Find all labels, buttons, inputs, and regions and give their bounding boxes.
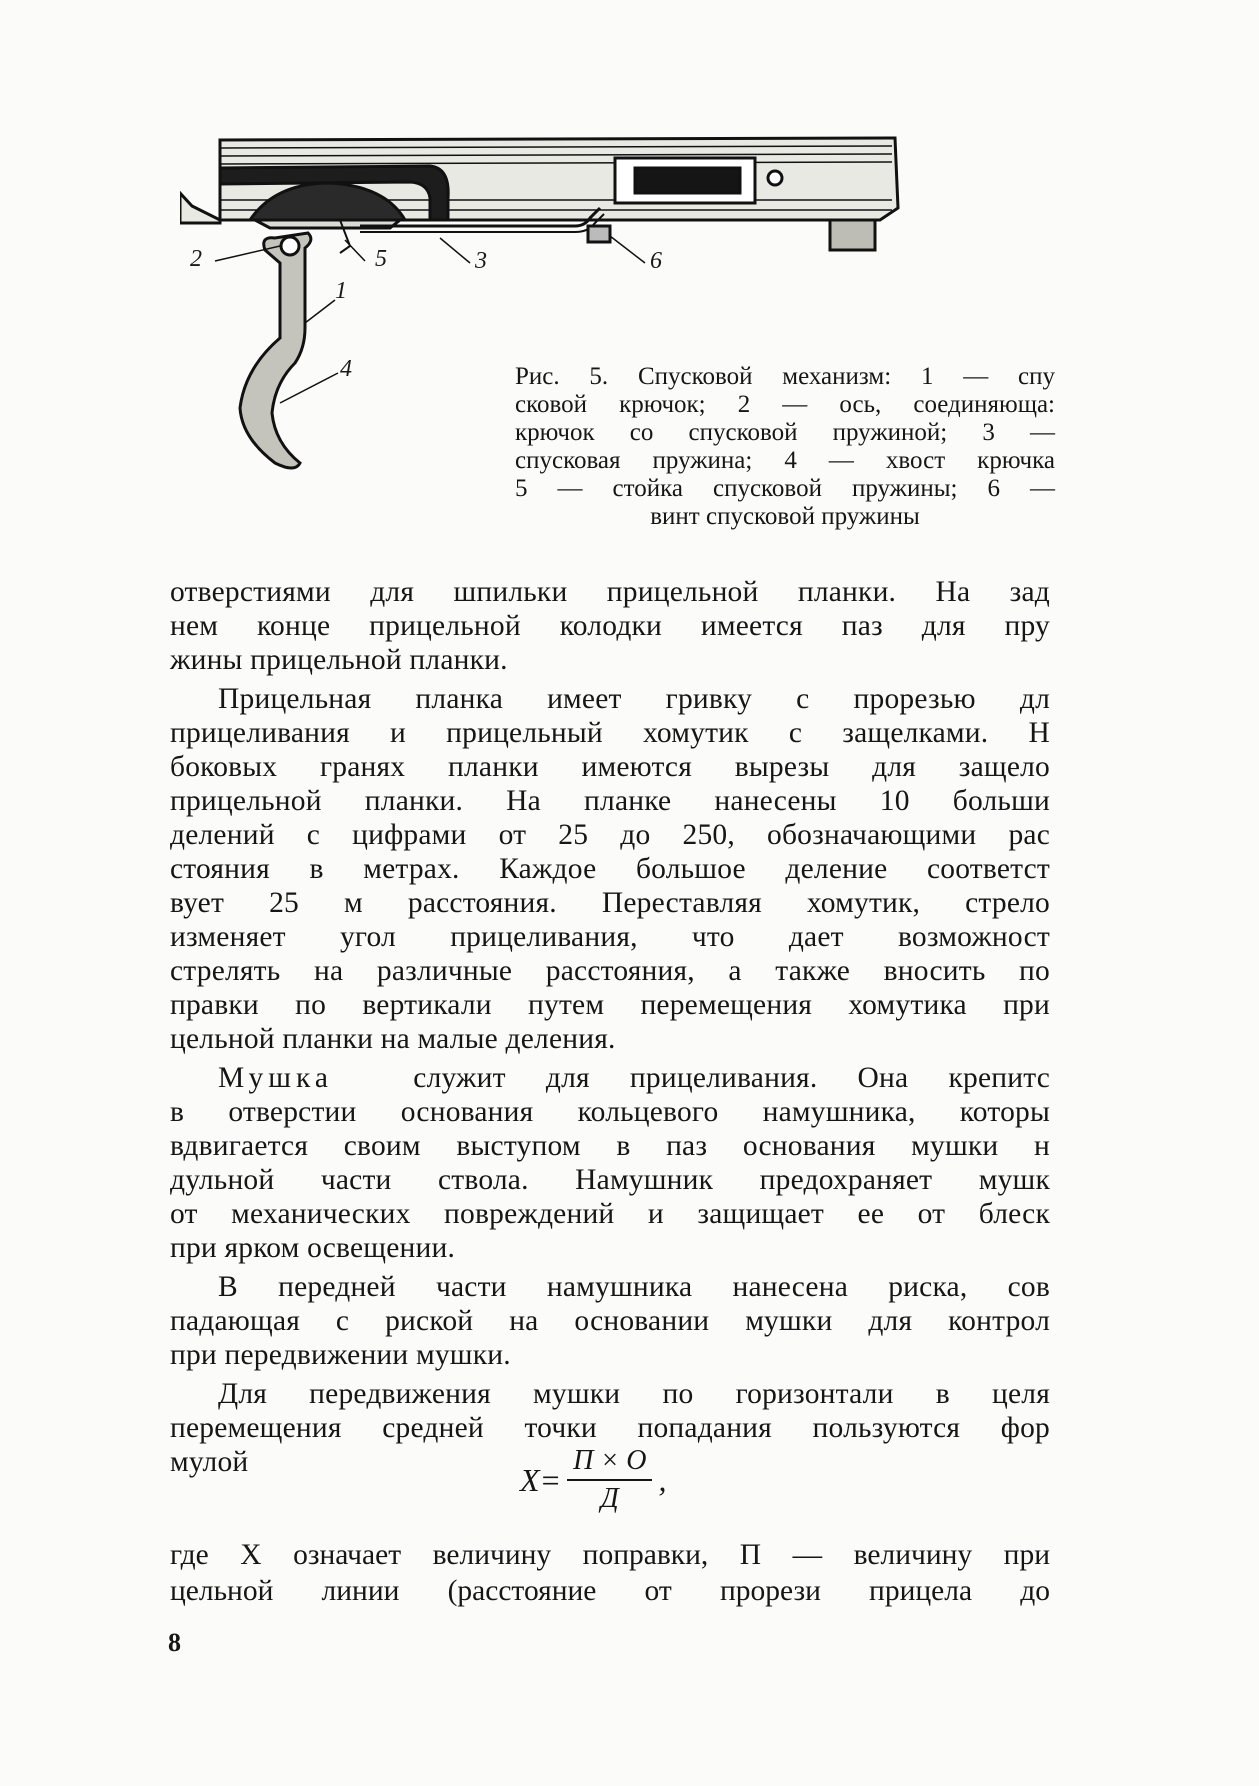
text-line: правки по вертикали путем перемещения хомутика при: [170, 989, 1050, 1021]
caption-line: винт спусковой пружины: [650, 503, 920, 530]
text-line: падающая с риской на основании мушки для контрол: [170, 1305, 1050, 1337]
caption-line: крючок со спусковой пружиной; 3 —: [515, 419, 1055, 446]
text-line: прицельной планки. На планке нанесены 10 больши: [170, 785, 1050, 817]
text-line: где X означает величину поправки, П — величину при: [170, 1539, 1050, 1571]
text-line: цельной линии (расстояние от прорези прицела до: [170, 1575, 1050, 1607]
text-fragment: служит для прицеливания. Она крепитс: [413, 1062, 1050, 1094]
term-mushka: Мушка: [218, 1062, 333, 1094]
paragraph: [170, 1061, 1050, 1265]
text-line: Для передвижения мушки по горизонтали в целя: [218, 1378, 1050, 1410]
formula-trail: ,: [658, 1461, 667, 1498]
text-line: вует 25 м расстояния. Переставляя хомутик, стрело: [170, 887, 1050, 919]
paragraph: [170, 682, 1050, 1056]
callout-1: 1: [335, 278, 347, 304]
tail-text: [170, 1537, 1050, 1609]
text-line: Прицельная планка имеет гривку с прорезью дл: [218, 683, 1050, 715]
callout-4: 4: [340, 356, 352, 382]
formula-denominator: Д: [600, 1483, 619, 1514]
text-line: цельной планки на малые деления.: [170, 1023, 616, 1055]
page-number: 8: [168, 1628, 181, 1657]
text-line: делений с цифрами от 25 до 250, обозначающими рас: [170, 819, 1050, 851]
callout-3: 3: [475, 248, 487, 274]
text-line: перемещения средней точки попадания пользуются фор: [170, 1412, 1050, 1444]
formula-fraction: [567, 1445, 652, 1515]
text-line: в отверстии основания кольцевого намушника, которы: [170, 1096, 1050, 1128]
figure-caption: [515, 363, 1055, 531]
text-line: В передней части намушника нанесена риска, сов: [218, 1271, 1050, 1303]
text-line: [170, 1061, 1050, 1095]
formula-lhs: X=: [520, 1461, 562, 1498]
callout-5: 5: [375, 246, 387, 272]
text-line: жины прицельной планки.: [170, 644, 508, 676]
formula-numerator: П × О: [567, 1445, 652, 1481]
callout-2: 2: [190, 246, 202, 272]
text-line: стрелять на различные расстояния, а также вносить по: [170, 955, 1050, 987]
callout-6: 6: [650, 248, 662, 274]
text-line: прицеливания и прицельный хомутик с защелками. Н: [170, 717, 1050, 749]
text-line: изменяет угол прицеливания, что дает возможност: [170, 921, 1050, 953]
caption-line: спусковая пружина; 4 — хвост крючка: [515, 447, 1055, 474]
caption-line: 5 — стойка спусковой пружины; 6 —: [515, 475, 1055, 502]
text-line: стояния в метрах. Каждое большое деление соответст: [170, 853, 1050, 885]
caption-line: сковой крючок; 2 — ось, соединяюща:: [515, 391, 1055, 418]
text-line: от механических повреждений и защищает ее от блеск: [170, 1198, 1050, 1230]
text-line: дульной части ствола. Намушник предохраняет мушк: [170, 1164, 1050, 1196]
caption-line: Рис. 5. Спусковой механизм: 1 — спу: [515, 363, 1055, 390]
text-line: нем конце прицельной колодки имеется паз для пру: [170, 610, 1050, 642]
text-line: вдвигается своим выступом в паз основания мушки н: [170, 1130, 1050, 1162]
formula: [520, 1440, 666, 1520]
text-line: отверстиями для шпильки прицельной планки. На зад: [170, 576, 1050, 608]
body-text: [170, 575, 1050, 1484]
text-line: при передвижении мушки.: [170, 1339, 511, 1371]
text-line: боковых гранях планки имеются вырезы для защело: [170, 751, 1050, 783]
text-line: при ярком освещении.: [170, 1232, 456, 1264]
text-line: мулой: [170, 1446, 249, 1478]
paragraph: [170, 575, 1050, 677]
paragraph: [170, 1270, 1050, 1372]
